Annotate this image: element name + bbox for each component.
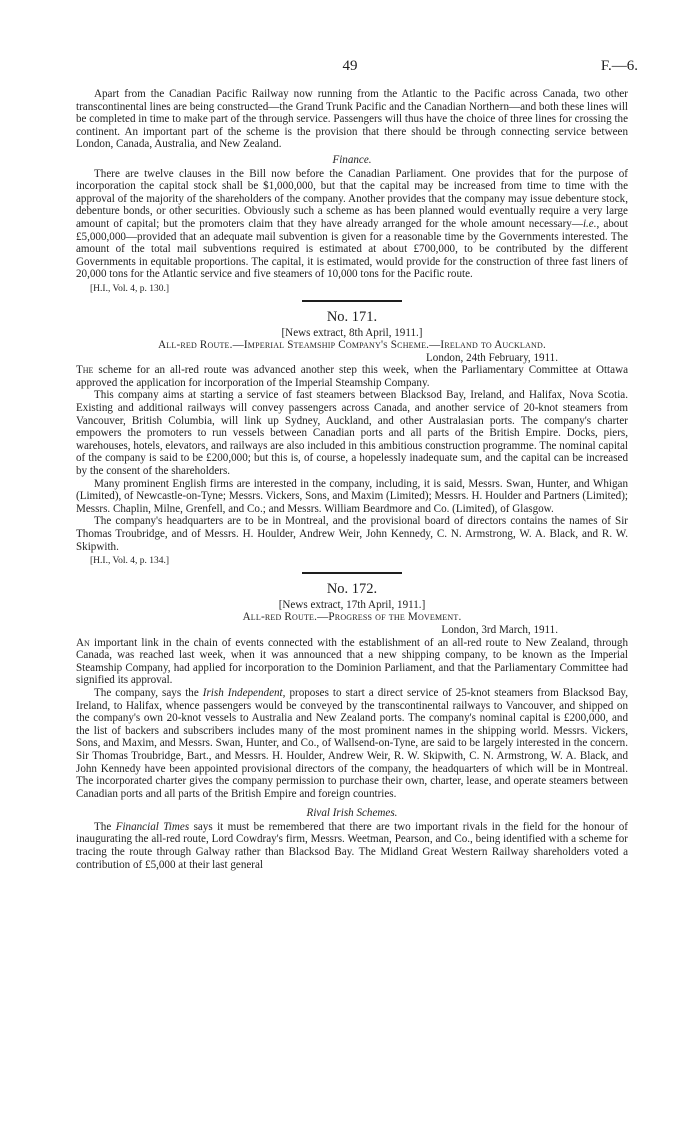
extract-title: All-red Route.—Imperial Steamship Company's Scheme.—Ireland to Auckland. [158,339,546,352]
citation: [H.I., Vol. 4, p. 134.] [90,556,170,567]
body-paragraph: An important link in the chain of events connected with the establishment of an all-red route to New Zealand, through Canada, was reached last week, when it was announced that a new shipping company, to be known as the Imperial Steamship Company, had applied for incorporation to the Dominion Parliament, and that the Parliamentary Committee had signified its approval. [76,636,628,687]
body-paragraph: The company, says the Irish Independent, proposes to start a direct service of 25-knot steamers from Blacksod Bay, Ireland, to Halifax, whence passengers would be conveyed by the transcontinental railways to Vancouver, and shipped on the company's own 20-knot vessels to Australia and New Zealand ports. The company's nominal capital is £200,000, and the list of backers and subscribers includes many of the most prominent names in the shipping world. Messrs. Vickers, Sons, and Maxim, and Messrs. Swan, Hunter, and Co., of Wallsend-on-Tyne, are said to be largely interested in the concern. Sir Thomas Troubridge, Bart., and Messrs. H. Houlder, Andrew Weir, R. W. Skipwith, C. N. Armstrong, W. A. Black, and John Kennedy have been appointed provisional directors of the company, the headquarters of which will be in Montreal. The incorporated charter gives the company permission to purchase their own, charter, lease, and operate steamers between Canadian ports and all parts of the British Empire and foreign countries. [76,686,628,800]
extract-source: [News extract, 8th April, 1911.] [281,326,423,339]
extract-no-171 [76,309,628,568]
body-paragraph: The Financial Times says it must be remembered that there are two important rivals in the field for the honour of inaugurating the all-red route, Lord Cowdray's firm, Messrs. Weetman, Pearson, and Co., being identified with a scheme for tracing the route through Galway rather than Blacksod Bay. The Midland Great Western Railway shareholders voted a contribution of £5,000 at their last general [76,820,628,871]
extract-no-172 [76,581,628,871]
intro-paragraph: Apart from the Canadian Pacific Railway now running from the Atlantic to the Pacific across Canada, two other transcontinental lines are being constructed—the Grand Trunk Pacific and the Canadian Northern—and both these lines will be completed in time to make part of the through service. Passengers will thus have the choice of three lines for crossing the continent. An important part of the scheme is the provision that there should be through connecting service between London, Canada, Australia, and New Zealand. [76,88,628,151]
intro-section [76,88,628,296]
body-paragraph: The company's headquarters are to be in Montreal, and the provisional board of directors contains the names of Sir Thomas Troubridge, and of Messrs. H. Houlder, Andrew Weir, John Kennedy, C. N. Armstrong, W. A. Black, and R. W. Skipwith. [76,515,628,553]
extract-source: [News extract, 17th April, 1911.] [278,598,426,611]
dateline: London, 24th February, 1911. [426,351,558,364]
finance-heading: Finance. [332,153,372,166]
rival-schemes-heading: Rival Irish Schemes. [306,807,398,820]
finance-paragraph: There are twelve clauses in the Bill now before the Canadian Parliament. One provides that for the purpose of incorporation the capital stock shall be $1,000,000, but that the capital may be increased from time to time with the approval of the majority of the shareholders of the company. Another provides that the company may issue debenture stock, debenture bonds, or other securities. Obviously such a scheme as has been planned would eventually require a very large amount of capital; but the promoters claim that they have already arranged for the whole amount necessary—i.e., about £5,000,000—provided that an adequate mail subvention is given for a reasonable time by the Governments interested. The amount of the total mail subventions required is estimated at about £700,000, to be contributed by the different Governments in equitable proportions. The capital, it is estimated, would provide for the construction of three fast liners of 20,000 tons for the Atlantic service and five steamers of 10,000 tons for the Pacific route. [76,167,628,281]
body-paragraph: Many prominent English firms are interested in the company, including, it is said, Messrs. Swan, Hunter, and Whigan (Limited), of Newcastle-on-Tyne; Messrs. Vickers, Sons, and Maxim (Limited); Messrs. H. Houlder and Partners (Limited); Messrs. Chaplin, Milne, Grenfell, and Co.; and Messrs. William Beardmore and Co. (Limited), of Glasgow. [76,477,628,515]
citation: [H.I., Vol. 4, p. 130.] [90,283,170,294]
body-paragraph: The scheme for an all-red route was advanced another step this week, when the Parliamentary Committee at Ottawa approved the application for incorporation of the Imperial Steamship Company. [76,364,628,389]
document-number: No. 172. [326,580,378,597]
section-divider [302,300,402,302]
extract-title: All-red Route.—Progress of the Movement. [242,611,462,624]
series-reference: F.—6. [600,58,638,74]
body-paragraph: This company aims at starting a service of fast steamers between Blacksod Bay, Ireland, and Halifax, Nova Scotia. Existing and additional railways will convey passengers across Canada, and another service of 20-knot steamers from Vancouver, British Columbia, will link up Sydney, Auckland, and other Australasian ports. The company's charter empowers the promoters to run vessels between Canadian ports and all parts of the British Empire. Docks, piers, warehouses, hotels, elevators, and railways are also included in this ambitious construction programme. The nominal capital of the company is said to be £200,000; but this is, of course, a hopelessly inadequate sum, and the capital can be increased by the consent of the shareholders. [76,389,628,478]
document-number: No. 171. [326,308,378,325]
section-divider [302,572,402,574]
dateline: London, 3rd March, 1911. [441,623,558,636]
page-number: 49 [342,58,358,74]
